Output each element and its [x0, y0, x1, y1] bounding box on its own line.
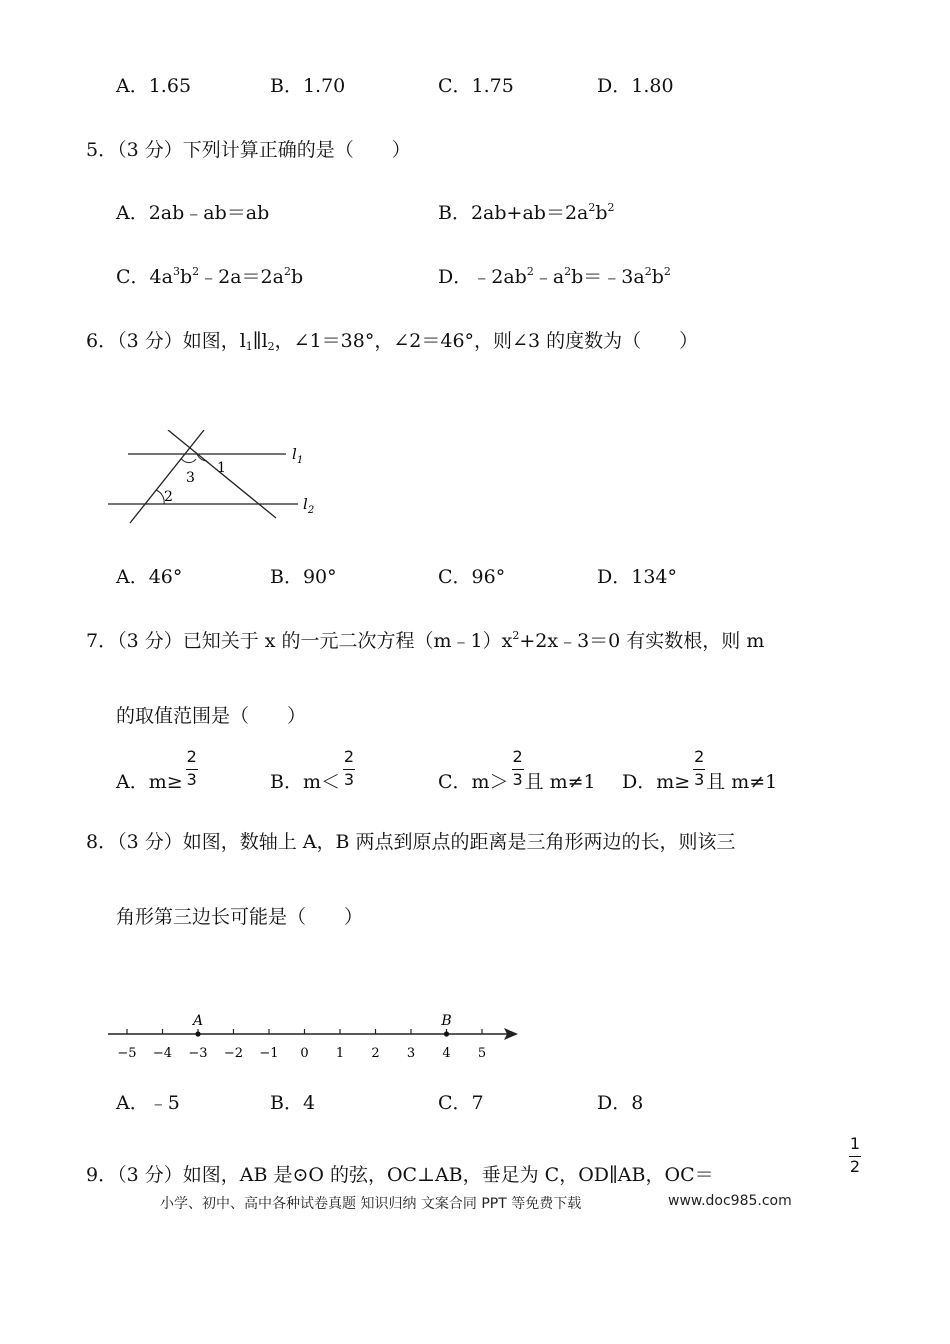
q4-option-d: D．1.80 [597, 75, 674, 97]
q9-stem: 9．（3 分）如图，AB 是⊙O 的弦，OC⊥AB，垂足为 C，OD∥AB，OC＝ [86, 1164, 714, 1186]
q4-option-c: C．1.75 [438, 75, 514, 97]
number-line-tick-label: −1 [259, 1046, 279, 1061]
q5-stem: 5．（3 分）下列计算正确的是（ ） [86, 139, 411, 161]
point-a-label: A [192, 1013, 204, 1029]
angle-3-arc [181, 458, 196, 463]
fraction: $\frac{2}{3}$ [343, 747, 355, 789]
q6-option-c: C．96° [438, 566, 506, 588]
q4-option-a: A．1.65 [116, 75, 192, 97]
number-line-points [191, 1013, 452, 1037]
q7-option-d: D．m≥ $\frac{2}{3}$ 且 m≠1 [622, 747, 778, 793]
footer-url[interactable]: www.doc985.com [668, 1193, 792, 1209]
number-line-tick-label: 5 [477, 1046, 487, 1061]
q7-stem-line1: 7．（3 分）已知关于 x 的一元二次方程$(m﹣1)x^2+2x﹣3=0$ 有实数根，则 m [86, 629, 765, 652]
q8-option-a: A．﹣5 [116, 1092, 180, 1114]
label-l1: $l_1$ [292, 445, 304, 466]
number-line-tick-label: −4 [152, 1046, 173, 1061]
fraction: $\frac{2}{3}$ [694, 747, 705, 789]
angle-2-label: 2 [164, 489, 173, 505]
number-line-tick-label: 2 [371, 1046, 380, 1061]
footer-text: 小学、初中、高中各种试卷真题 知识归纳 文案合同 PPT 等免费下载 [160, 1196, 582, 1212]
q5-option-b: B．$2ab+ab=2a^2b^2$ [438, 201, 615, 224]
q9-fraction: $\frac{1}{2}$ [849, 1134, 861, 1176]
number-line-figure [100, 1005, 530, 1065]
number-line-tick-label: 1 [335, 1046, 345, 1061]
q8-stem-line2: 角形第三边长可能是（ ） [116, 906, 364, 928]
q5-option-c: C．$4a^3b^2﹣2a=2a^2b$ [116, 265, 304, 288]
q6-option-d: D．134° [597, 566, 677, 588]
point-a-dot [195, 1031, 200, 1036]
q8-option-b: B．4 [270, 1092, 316, 1114]
q6-option-a: A．46° [116, 566, 183, 588]
q5-option-a: A．2ab﹣ab＝ab [116, 202, 270, 224]
label-l2: $l_2$ [303, 495, 315, 516]
q7-option-b: B．m＜ $\frac{2}{3}$ [270, 747, 355, 793]
q8-stem-line1: 8．（3 分）如图，数轴上 A，B 两点到原点的距离是三角形两边的长，则该三 [86, 831, 736, 853]
number-line-tick-label: 4 [442, 1046, 451, 1061]
angle-1-label: 1 [217, 460, 226, 476]
angle-2-arc [156, 490, 164, 504]
q8-option-c: C．7 [438, 1092, 484, 1114]
q6-stem: 6．（3 分）如图，$l_1\parallel l_2$，∠1＝38°，∠2＝46°，则∠3 的度数为（ ） [86, 330, 699, 353]
number-line-tick-label: −2 [223, 1046, 244, 1061]
q7-option-a: A．m≥ $\frac{2}{3}$ [116, 747, 197, 793]
number-line-tick-label: 3 [406, 1046, 416, 1061]
parallel-lines-figure [100, 430, 330, 530]
q7-stem-line2: 的取值范围是（ ） [116, 705, 307, 727]
q5-option-d: D．$﹣2ab^2﹣a^2b=﹣3a^2b^2$ [438, 265, 671, 288]
number-line-tick-label: −5 [117, 1046, 137, 1061]
point-b-label: B [441, 1013, 452, 1029]
fraction: $\frac{2}{3}$ [512, 747, 523, 789]
point-b-dot [444, 1031, 449, 1036]
angle-3-label: 3 [186, 470, 195, 486]
q4-option-b: B．1.70 [270, 75, 346, 97]
number-line-tick-label: 0 [300, 1046, 309, 1061]
q7-option-c: C．m＞ $\frac{2}{3}$ 且 m≠1 [438, 747, 596, 793]
fraction: $\frac{2}{3}$ [186, 747, 197, 789]
q6-option-b: B．90° [270, 566, 337, 588]
q8-option-d: D．8 [597, 1092, 644, 1114]
number-line-tick-label: −3 [188, 1046, 208, 1061]
